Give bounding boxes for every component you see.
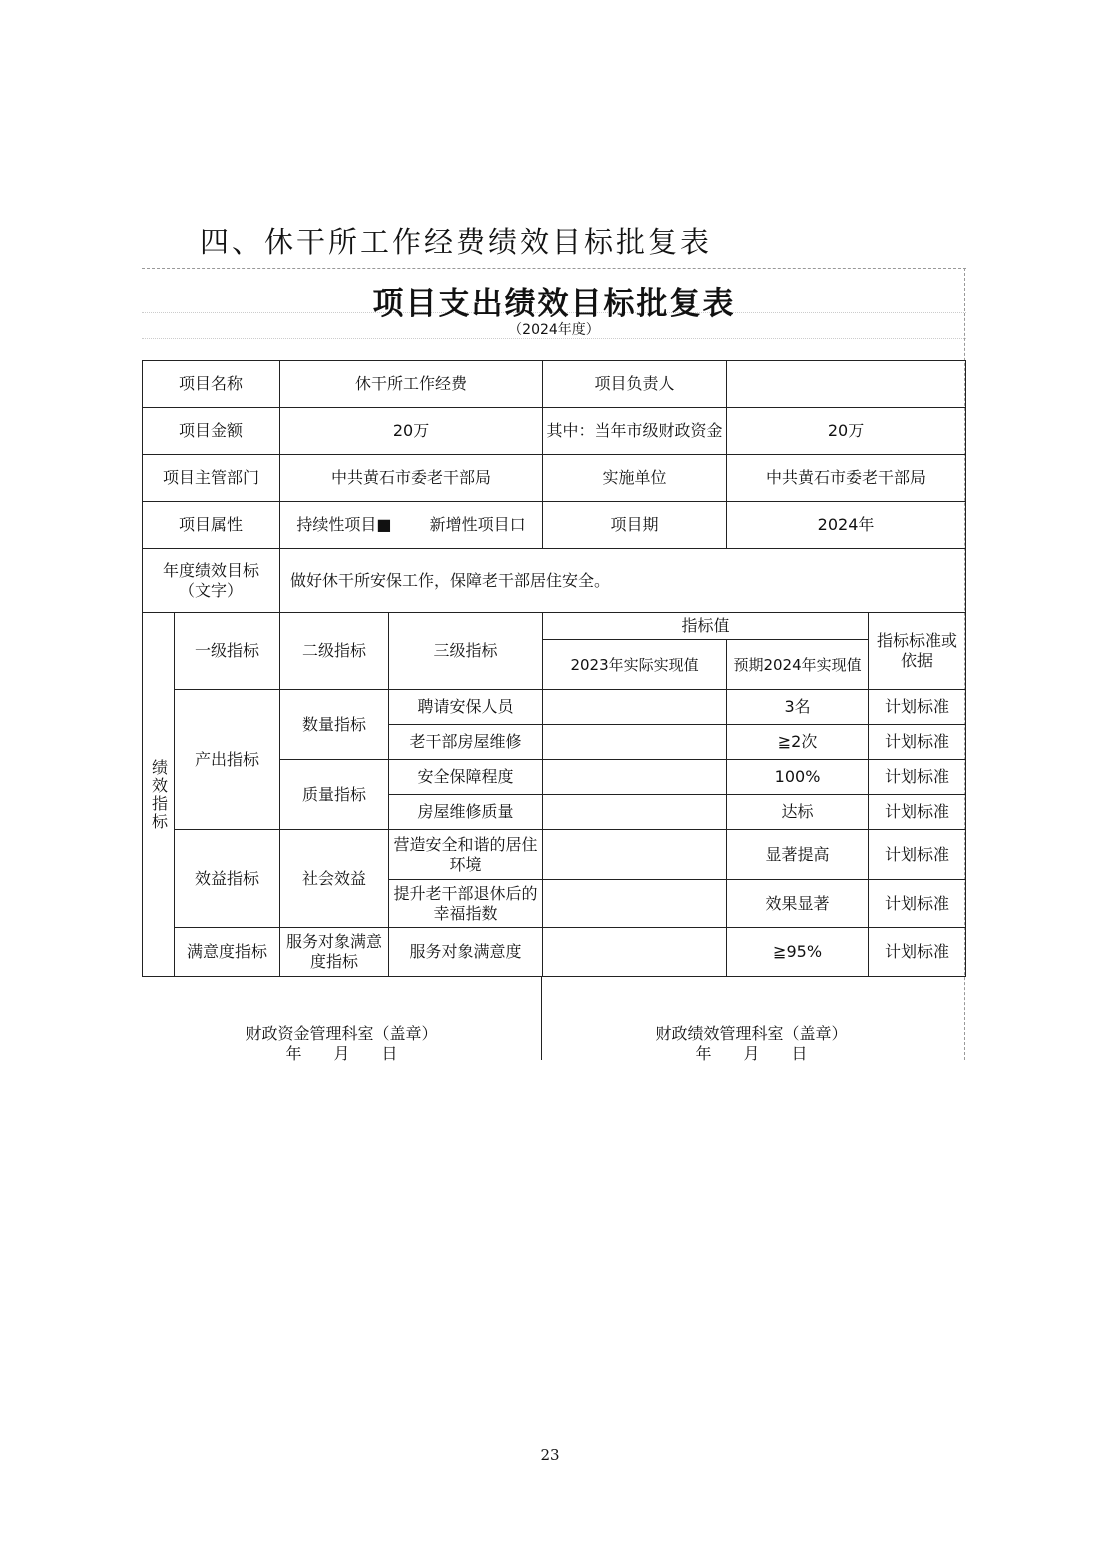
col-header-standard: 指标标准或依据 [869, 613, 966, 690]
attribute-new: 新增性项目口 [429, 515, 526, 534]
col-header-2023: 2023年实际实现值 [543, 640, 727, 690]
form-year: （2024年度） [508, 322, 600, 338]
indicators-side-label: 绩效指标 [143, 613, 175, 977]
level2-quality: 质量指标 [280, 760, 389, 830]
approval-form [142, 268, 966, 1063]
col-header-level1: 一级指标 [175, 613, 280, 690]
level1-output: 产出指标 [175, 690, 280, 830]
implementing-unit-value: 中共黄石市委老干部局 [727, 455, 966, 502]
project-attribute-value [280, 502, 543, 549]
project-owner-label: 项目负责人 [543, 361, 727, 408]
supervising-dept-value: 中共黄石市委老干部局 [280, 455, 543, 502]
table-row: 满意度指标 服务对象满意度指标 服务对象满意度 ≧95% 计划标准 [143, 928, 966, 977]
section-heading: 四、休干所工作经费绩效目标批复表 [200, 225, 713, 259]
level1-benefit: 效益指标 [175, 830, 280, 928]
table-row: 质量指标 安全保障程度 100% 计划标准 [143, 760, 966, 795]
project-name-label: 项目名称 [143, 361, 280, 408]
col-header-value: 指标值 [543, 613, 869, 640]
right-signature: 财政绩效管理科室（盖章） 年 月 日 [655, 1024, 848, 1063]
annual-goal-label: 年度绩效目标 （文字） [143, 549, 280, 613]
project-amount-label: 项目金额 [143, 408, 280, 455]
level2-social: 社会效益 [280, 830, 389, 928]
municipal-fund-label: 其中：当年市级财政资金 [543, 408, 727, 455]
project-name-value: 休干所工作经费 [280, 361, 543, 408]
project-period-value: 2024年 [727, 502, 966, 549]
annual-goal-text: 做好休干所安保工作，保障老干部居住安全。 [280, 549, 966, 613]
implementing-unit-label: 实施单位 [543, 455, 727, 502]
project-amount-value: 20万 [280, 408, 543, 455]
attribute-continuing: 持续性项目■ [296, 515, 392, 534]
signature-area [142, 976, 965, 1063]
table-row: 产出指标 数量指标 聘请安保人员 3名 计划标准 [143, 690, 966, 725]
municipal-fund-value: 20万 [727, 408, 966, 455]
table-row: 老干部房屋维修 ≧2次 计划标准 [143, 725, 966, 760]
form-title: 项目支出绩效目标批复表 [372, 286, 736, 322]
col-header-level3: 三级指标 [389, 613, 543, 690]
table-row: 提升老干部退休后的幸福指数 效果显著 计划标准 [143, 880, 966, 928]
level2-quantity: 数量指标 [280, 690, 389, 760]
project-attribute-label: 项目属性 [143, 502, 280, 549]
level2-satisfaction: 服务对象满意度指标 [280, 928, 389, 977]
col-header-2024: 预期2024年实现值 [727, 640, 869, 690]
supervising-dept-label: 项目主管部门 [143, 455, 280, 502]
page-number: 23 [540, 1446, 560, 1464]
col-header-level2: 二级指标 [280, 613, 389, 690]
level1-satisfaction: 满意度指标 [175, 928, 280, 977]
performance-table [142, 360, 966, 977]
left-signature: 财政资金管理科室（盖章） 年 月 日 [245, 1024, 438, 1063]
project-period-label: 项目期 [543, 502, 727, 549]
table-row: 效益指标 社会效益 营造安全和谐的居住环境 显著提高 计划标准 [143, 830, 966, 880]
project-owner-value [727, 361, 966, 408]
table-row: 房屋维修质量 达标 计划标准 [143, 795, 966, 830]
